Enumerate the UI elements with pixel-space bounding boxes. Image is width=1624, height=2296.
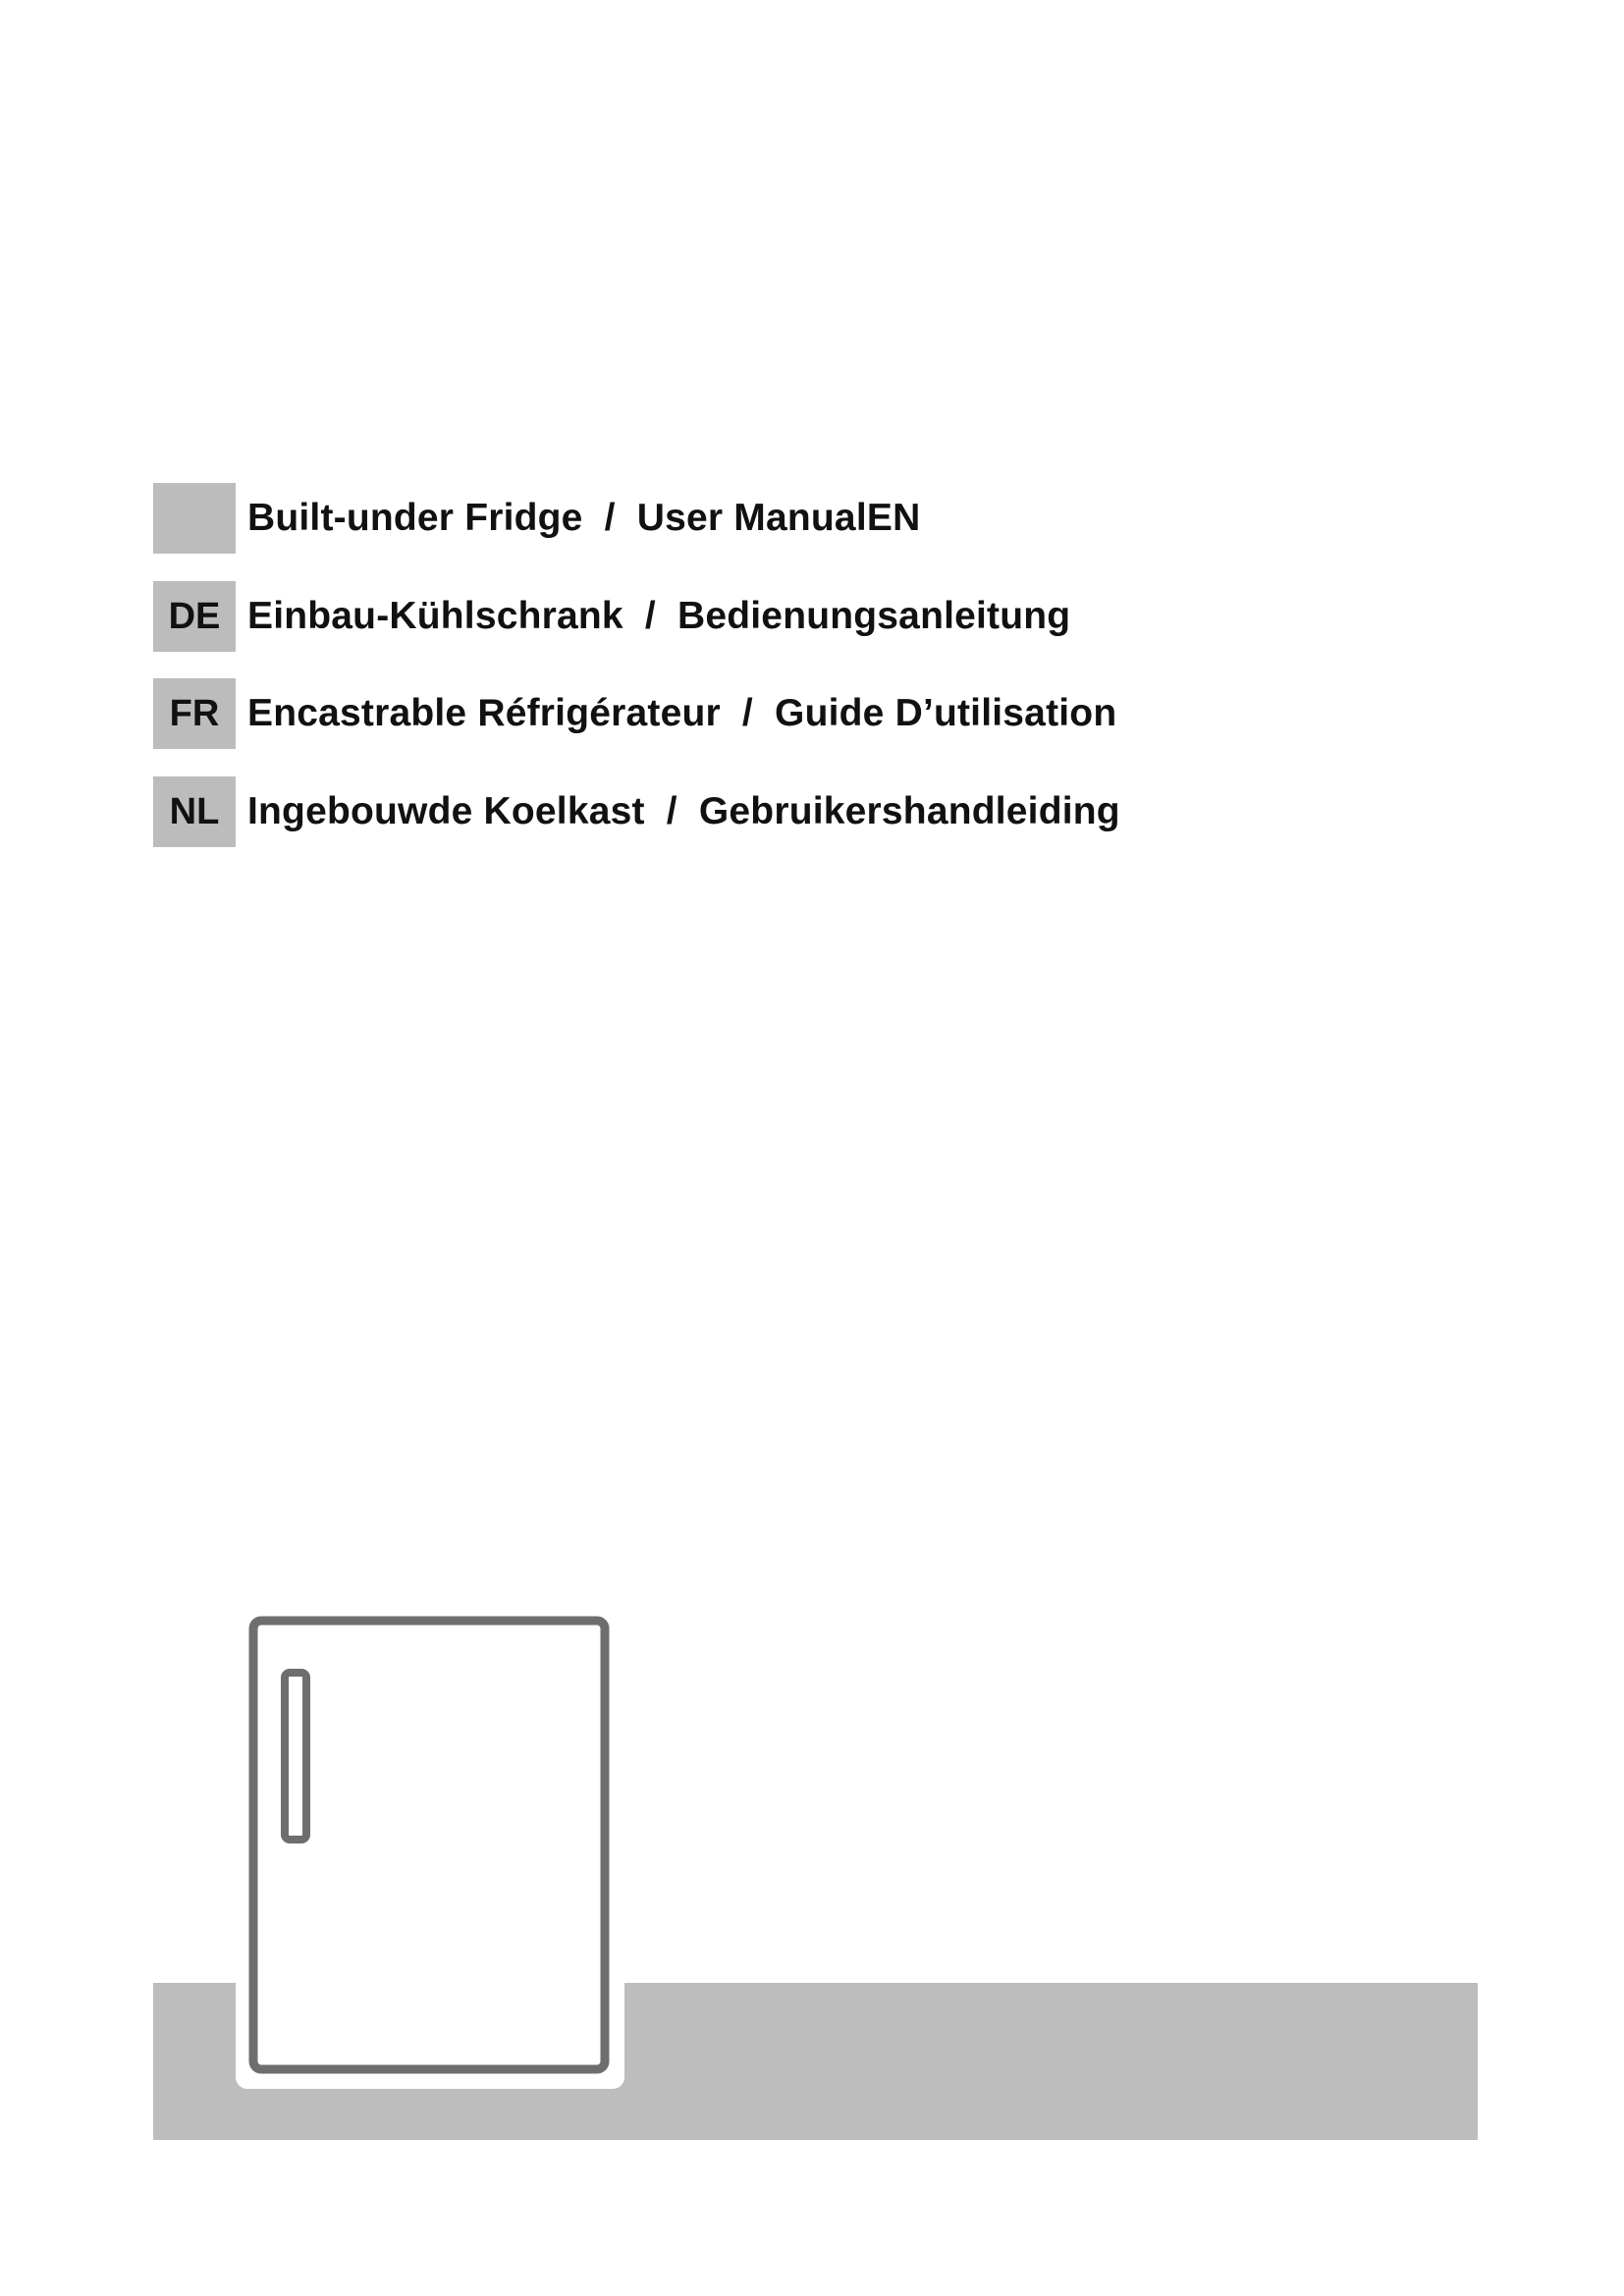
language-row-de	[153, 581, 1070, 652]
language-title: Ingebouwde Koelkast / Gebruikershandleiding	[247, 790, 1120, 832]
language-code-box: NL	[153, 776, 236, 847]
fridge-illustration	[236, 1610, 628, 2091]
fridge-icon	[236, 1610, 628, 2091]
language-title: Encastrable Réfrigérateur / Guide D’utilisation	[247, 692, 1117, 734]
language-code-box: FR	[153, 678, 236, 749]
language-row-fr	[153, 678, 1116, 749]
language-row-nl	[153, 776, 1120, 847]
language-row-en	[153, 483, 920, 554]
language-title: Einbau-Kühlschrank / Bedienungsanleitung	[247, 595, 1071, 637]
language-code-box: DE	[153, 581, 236, 652]
language-code-box	[153, 483, 236, 554]
language-title: Built-under Fridge / User ManualEN	[247, 497, 921, 539]
